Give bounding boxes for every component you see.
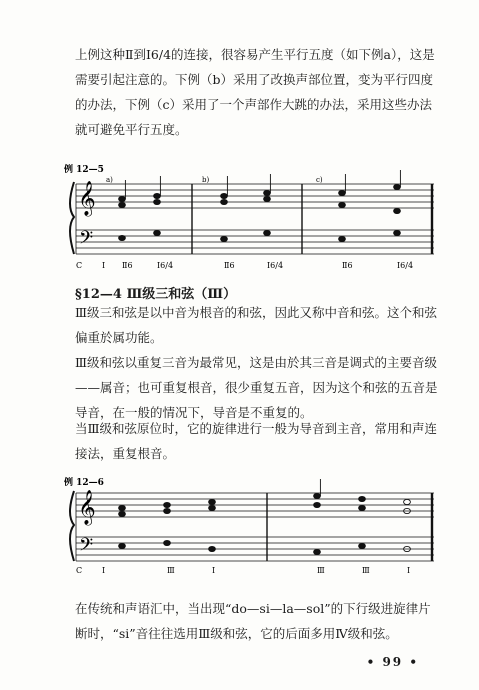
roman-numeral: Ⅲ bbox=[167, 566, 175, 575]
paragraph-4: 当Ⅲ级和弦原位时，它的旋律进行一般为导音到主音，常用和声连接法，重复根音。 bbox=[75, 421, 438, 461]
key-label: C bbox=[76, 566, 83, 575]
music-example-12-5 bbox=[62, 162, 442, 276]
roman-numeral: Ⅲ bbox=[317, 566, 325, 575]
paragraph-3: Ⅲ级和弦以重复三音为最常见，这是由於其三音是调式的主要音级——属音；也可重复根音，很少重复五音，因为这个和弦的五音是导音，在一般的情况下，导音是不重复的。 bbox=[75, 355, 438, 420]
paragraph-5: 在传统和声语汇中，当出现“do—si—la—sol”的下行级进旋律片断时，“si”音往往选用Ⅲ级和弦，它的后面多用Ⅳ级和弦。 bbox=[75, 601, 431, 641]
part-label-b: b) bbox=[202, 176, 210, 184]
roman-numeral: Ⅱ6 bbox=[342, 261, 353, 270]
paragraph-1: 上例这种Ⅱ到Ⅰ6/4的连接，很容易产生平行五度（如下例a），这是需要引起注意的。下例（b）采用了改换声部位置，变为平行四度的办法，下例（c）采用了一个声部作大跳的办法，采用这些办法就可避免平行五度。 bbox=[75, 47, 435, 137]
key-label: C bbox=[76, 261, 83, 270]
section-heading: §12—4 Ⅲ级三和弦（Ⅲ） bbox=[75, 287, 237, 302]
page-number: • 99 • bbox=[366, 655, 419, 669]
roman-numeral: Ⅰ6/4 bbox=[397, 261, 414, 270]
roman-numeral: Ⅰ6/4 bbox=[157, 261, 174, 270]
part-label-a: a) bbox=[106, 176, 113, 184]
roman-numeral: Ⅱ6 bbox=[122, 261, 133, 270]
staff-notation-12-5 bbox=[62, 162, 442, 272]
music-example-12-6 bbox=[62, 475, 442, 579]
roman-numeral: Ⅰ bbox=[102, 566, 106, 575]
roman-numeral: Ⅱ6 bbox=[224, 261, 235, 270]
paragraph-2: Ⅲ级三和弦是以中音为根音的和弦，因此又称中音和弦。这个和弦偏重於属功能。 bbox=[75, 305, 438, 345]
example-label: 例 12—6 bbox=[64, 478, 104, 488]
treble-clef-icon: 𝄞 bbox=[78, 490, 96, 525]
example-label: 例 12—5 bbox=[64, 165, 104, 175]
bass-clef-icon: 𝄢 bbox=[79, 228, 94, 253]
roman-numeral: Ⅰ bbox=[407, 566, 411, 575]
treble-clef-icon: 𝄞 bbox=[78, 181, 96, 216]
roman-numeral: Ⅰ6/4 bbox=[267, 261, 284, 270]
roman-numeral: Ⅰ bbox=[102, 261, 106, 270]
roman-numeral: Ⅲ bbox=[362, 566, 370, 575]
bass-clef-icon: 𝄢 bbox=[79, 535, 94, 560]
part-label-c: c) bbox=[316, 176, 323, 184]
roman-numeral: Ⅰ bbox=[212, 566, 216, 575]
staff-notation-12-6 bbox=[62, 475, 442, 575]
